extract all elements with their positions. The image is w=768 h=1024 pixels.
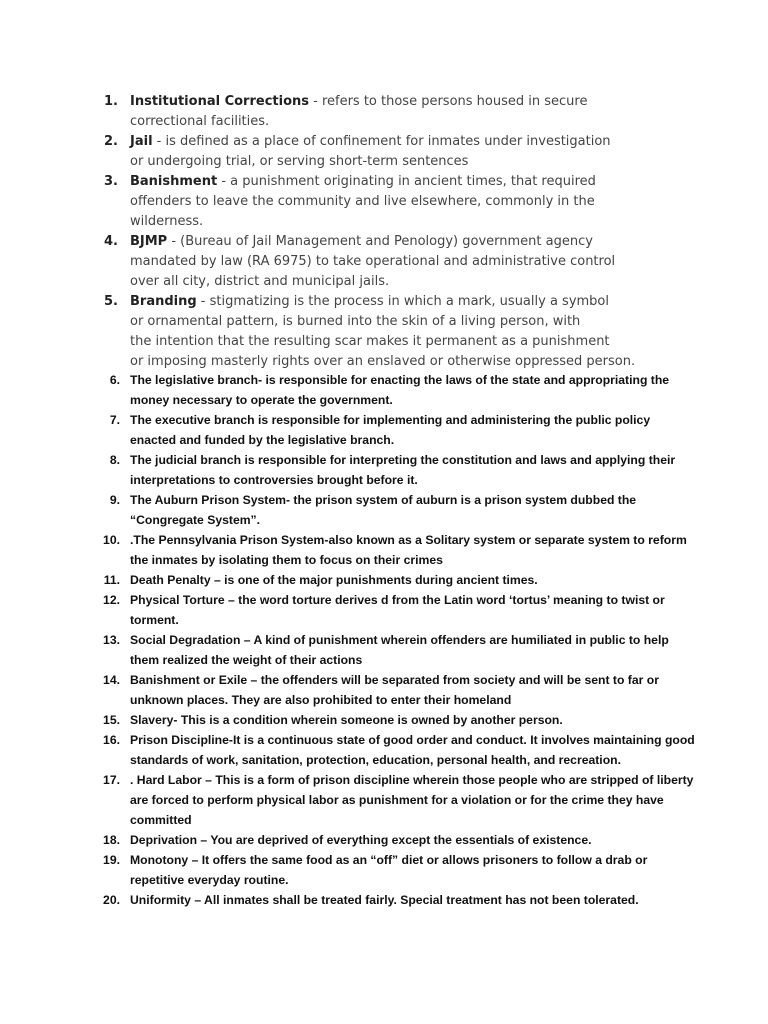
item-number: 12. xyxy=(103,593,120,607)
item-text: mandated by law (RA 6975) to take operational and administrative control xyxy=(130,254,616,269)
item-text: over all city, district and municipal jails. xyxy=(130,274,390,289)
item-number: 1. xyxy=(104,94,118,109)
item-text: offenders to leave the community and live elsewhere, commonly in the xyxy=(130,194,595,209)
item-text: Social Degradation – A kind of punishment wherein offenders are humiliated in public to help xyxy=(130,633,669,647)
item-text: torment. xyxy=(130,613,179,627)
item-number: 8. xyxy=(109,453,120,467)
item-text: Uniformity – All inmates shall be treated fairly. Special treatment has not been tolerated. xyxy=(130,893,639,907)
item-text: or imposing masterly rights over an enslaved or otherwise oppressed person. xyxy=(130,354,636,369)
item-term: Institutional Corrections xyxy=(130,94,309,109)
item-text: - (Bureau of Jail Management and Penology) government agency xyxy=(167,234,593,249)
item-body xyxy=(130,670,685,710)
item-text: The executive branch is responsible for implementing and administering the public policy xyxy=(130,413,651,427)
item-text: - stigmatizing is the process in which a mark, usually a symbol xyxy=(196,294,609,309)
item-text: committed xyxy=(130,813,192,827)
item-text: - is defined as a place of confinement for inmates under investigation xyxy=(152,134,611,149)
item-number: 3. xyxy=(104,174,118,189)
item-text: Monotony – It offers the same food as an “off” diet or allows prisoners to follow a drab or xyxy=(130,853,648,867)
item-text: The legislative branch- is responsible for enacting the laws of the state and appropriating the xyxy=(130,373,670,387)
item-text: the inmates by isolating them to focus on their crimes xyxy=(130,553,443,567)
item-term: Branding xyxy=(130,294,197,309)
item-body xyxy=(130,630,685,670)
item-body xyxy=(130,830,685,850)
item-body xyxy=(130,292,690,372)
item-body xyxy=(130,770,694,830)
item-text: wilderness. xyxy=(130,214,204,229)
item-number: 16. xyxy=(103,733,120,747)
item-number: 15. xyxy=(103,713,120,727)
item-text: . Hard Labor – This is a form of prison discipline wherein those people who are stripped of liberty xyxy=(130,773,694,787)
item-body xyxy=(130,490,685,530)
item-text: correctional facilities. xyxy=(130,114,270,129)
item-body xyxy=(130,570,685,590)
item-number: 19. xyxy=(103,853,120,867)
item-number: 5. xyxy=(104,294,118,309)
item-text: - a punishment originating in ancient times, that required xyxy=(217,174,596,189)
item-number: 7. xyxy=(109,413,120,427)
item-term: BJMP xyxy=(130,234,168,249)
item-text: Death Penalty – is one of the major punishments during ancient times. xyxy=(130,573,538,587)
item-text: - refers to those persons housed in secure xyxy=(309,94,588,109)
item-text: enacted and funded by the legislative branch. xyxy=(130,433,395,447)
item-number: 6. xyxy=(109,373,120,387)
item-text: The judicial branch is responsible for interpreting the constitution and laws and applying their xyxy=(130,453,676,467)
item-text: them realized the weight of their actions xyxy=(130,653,363,667)
item-number: 18. xyxy=(103,833,120,847)
item-text: Banishment or Exile – the offenders will be separated from society and will be sent to far or xyxy=(130,673,659,687)
item-number: 10. xyxy=(103,533,120,547)
item-text: Slavery- This is a condition wherein someone is owned by another person. xyxy=(130,713,563,727)
item-body xyxy=(130,710,685,730)
item-body xyxy=(130,590,685,630)
item-body xyxy=(130,890,685,910)
item-body xyxy=(130,730,695,770)
item-number: 14. xyxy=(103,673,120,687)
item-text: or undergoing trial, or serving short-term sentences xyxy=(130,154,469,169)
item-body xyxy=(130,530,685,570)
item-text: Prison Discipline-It is a continuous state of good order and conduct. It involves maintaining good xyxy=(130,733,695,747)
item-body xyxy=(130,172,690,232)
item-number: 4. xyxy=(104,234,118,249)
item-body xyxy=(130,410,685,450)
item-text: are forced to perform physical labor as punishment for a violation or for the crime they have xyxy=(130,793,664,807)
item-text: interpretations to controversies brought before it. xyxy=(130,473,418,487)
item-text: The Auburn Prison System- the prison system of auburn is a prison system dubbed the xyxy=(130,493,637,507)
item-number: 11. xyxy=(103,573,120,587)
item-number: 9. xyxy=(109,493,120,507)
item-number: 13. xyxy=(103,633,120,647)
item-text: Deprivation – You are deprived of everything except the essentials of existence. xyxy=(130,833,592,847)
item-number: 2. xyxy=(104,134,118,149)
item-number: 20. xyxy=(103,893,120,907)
item-term: Jail xyxy=(130,134,153,149)
item-text: .The Pennsylvania Prison System-also known as a Solitary system or separate system to reform xyxy=(130,533,687,547)
item-text: the intention that the resulting scar makes it permanent as a punishment xyxy=(130,334,610,349)
item-text: or ornamental pattern, is burned into the skin of a living person, with xyxy=(130,314,581,329)
item-body xyxy=(130,132,690,172)
item-body xyxy=(130,370,685,410)
item-text: Physical Torture – the word torture derives d from the Latin word ‘tortus’ meaning to twist or xyxy=(130,593,665,607)
item-body xyxy=(130,450,685,490)
item-text: money necessary to operate the government. xyxy=(130,393,393,407)
item-term: Banishment xyxy=(130,174,218,189)
item-body xyxy=(130,850,685,890)
item-text: standards of work, sanitation, protection, education, personal health, and recreation. xyxy=(130,753,621,767)
item-number: 17. xyxy=(103,773,120,787)
item-text: unknown places. They are also prohibited to enter their homeland xyxy=(130,693,512,707)
item-body xyxy=(130,92,690,132)
item-body xyxy=(130,232,690,292)
item-text: repetitive everyday routine. xyxy=(130,873,289,887)
item-text: “Congregate System”. xyxy=(130,513,261,527)
